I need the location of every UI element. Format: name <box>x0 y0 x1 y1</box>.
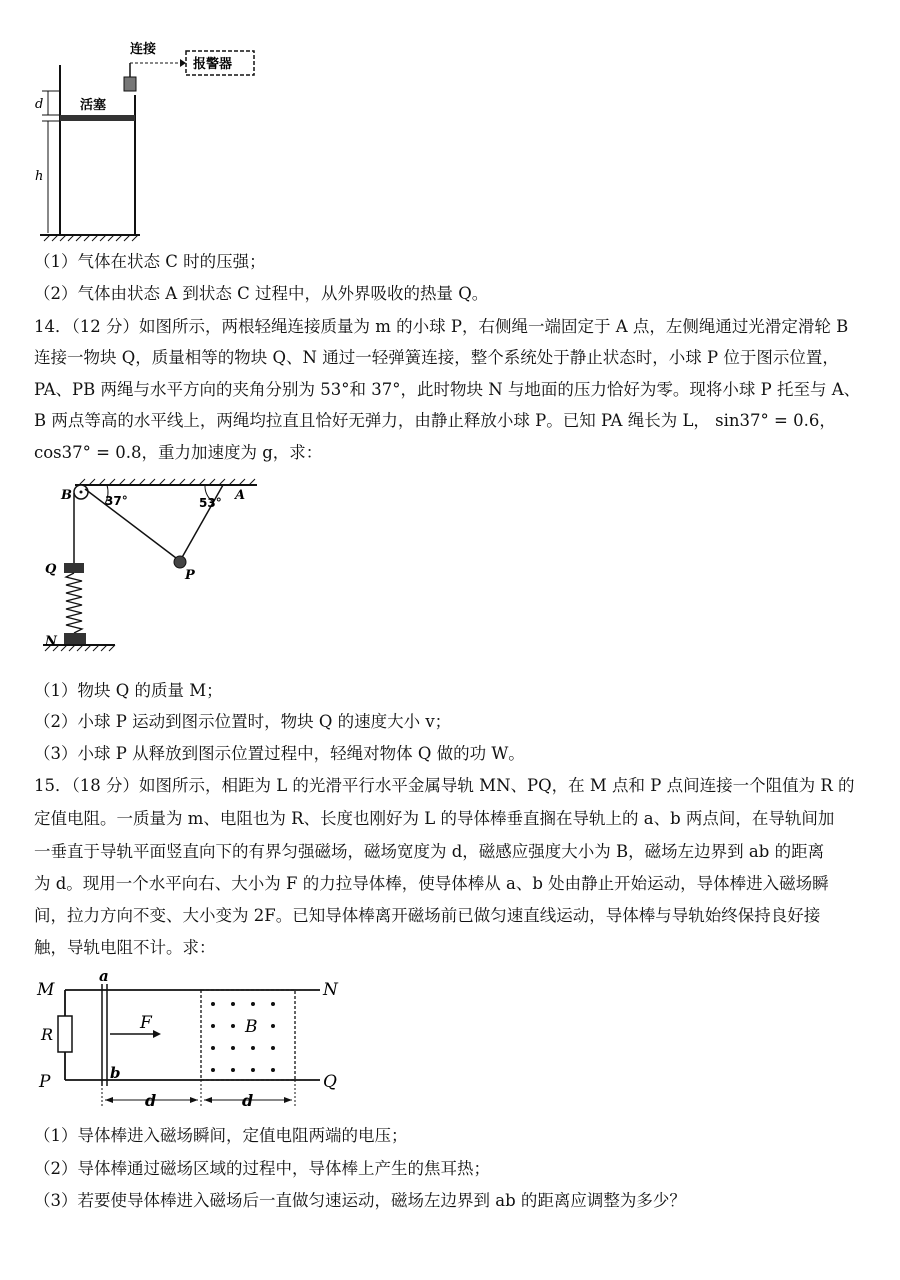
label-F: F <box>140 1013 152 1033</box>
q14-stem-line3: PA、PB 两绳与水平方向的夹角分别为 53°和 37°，此时物块 N 与地面的压力恰好为零。现将小球 P 托至与 A、 <box>34 380 861 399</box>
label-P-ball: P <box>185 568 195 583</box>
q15-stem-line2: 定值电阻。一质量为 m、电阻也为 R、长度也刚好为 L 的导体棒垂直搁在导轨上的 a、b 两点间，在导轨间加 <box>34 809 835 828</box>
label-R: R <box>41 1025 54 1044</box>
label-Q: Q <box>323 1072 337 1092</box>
label-alarm: 报警器 <box>193 57 233 72</box>
q15-part2: （2）导体棒通过磁场区域的过程中，导体棒上产生的焦耳热； <box>34 1159 490 1178</box>
label-d: d <box>35 97 44 112</box>
label-B-field: B <box>245 1017 258 1037</box>
q15-part1: （1）导体棒进入磁场瞬间，定值电阻两端的电压； <box>34 1126 408 1145</box>
label-Q-block: Q <box>45 562 57 577</box>
label-N-block: N <box>45 634 57 649</box>
q14-part2: （2）小球 P 运动到图示位置时，物块 Q 的速度大小 v； <box>34 712 452 731</box>
q15-stem-line3: 一垂直于导轨平面竖直向下的有界匀强磁场，磁场宽度为 d，磁感应强度大小为 B，磁场左边界到 ab 的距离 <box>34 842 825 861</box>
q14-stem-line4: B 两点等高的水平线上，两绳均拉直且恰好无弹力，由静止释放小球 P。已知 PA 绳长为 L， sin37° = 0.6， <box>34 411 836 430</box>
q14-stem-line2: 连接一物块 Q，质量相等的物块 Q、N 通过一轻弹簧连接，整个系统处于静止状态时，小球 P 位于图示位置， <box>34 348 839 367</box>
label-d-first: d <box>145 1091 157 1110</box>
label-d-second: d <box>242 1091 254 1110</box>
figure-cylinder-alarm <box>30 35 290 280</box>
q15-stem-line1: 15．（18 分）如图所示，相距为 L 的光滑平行水平金属导轨 MN、PQ，在 M 点和 P 点间连接一个阻值为 R 的 <box>34 776 855 795</box>
q14-part1: （1）物块 Q 的质量 M； <box>34 681 223 700</box>
q14-stem-line5: cos37° = 0.8，重力加速度为 g，求： <box>34 443 323 462</box>
label-h: h <box>35 169 44 184</box>
label-A-anchor: A <box>235 488 246 503</box>
q13-part2: （2）气体由状态 A 到状态 C 过程中，从外界吸收的热量 Q。 <box>34 284 489 303</box>
label-B-pulley: B <box>61 488 72 503</box>
label-a: a <box>99 968 109 985</box>
q14-part3: （3）小球 P 从释放到图示位置过程中，轻绳对物体 Q 做的功 W。 <box>34 744 525 763</box>
label-N: N <box>323 980 338 1000</box>
q13-part1: （1）气体在状态 C 时的压强； <box>34 252 266 271</box>
label-angle-53: 53° <box>199 496 222 510</box>
q15-part3: （3）若要使导体棒进入磁场后一直做匀速运动，磁场左边界到 ab 的距离应调整为多少？ <box>34 1191 686 1210</box>
q15-stem-line6: 触，导轨电阻不计。求： <box>34 938 216 957</box>
label-angle-37: 37° <box>105 494 128 508</box>
label-b: b <box>110 1064 121 1082</box>
label-P: P <box>39 1072 51 1092</box>
q15-stem-line5: 间，拉力方向不变、大小变为 2F。已知导体棒离开磁场前已做匀速直线运动，导体棒与导轨始终保持良好接 <box>34 906 821 925</box>
q15-stem-line4: 为 d。现用一个水平向右、大小为 F 的力拉导体棒，使导体棒从 a、b 处由静止开始运动，导体棒进入磁场瞬 <box>34 874 829 893</box>
figure-rails-magnetic-field <box>35 968 365 1118</box>
figure-pulley-system <box>35 475 265 665</box>
q14-stem-line1: 14．（12 分）如图所示，两根轻绳连接质量为 m 的小球 P，右侧绳一端固定于 A 点，左侧绳通过光滑定滑轮 B <box>34 317 849 336</box>
label-connect: 连接 <box>130 42 157 57</box>
label-piston: 活塞 <box>80 98 107 113</box>
label-M: M <box>37 980 55 1000</box>
